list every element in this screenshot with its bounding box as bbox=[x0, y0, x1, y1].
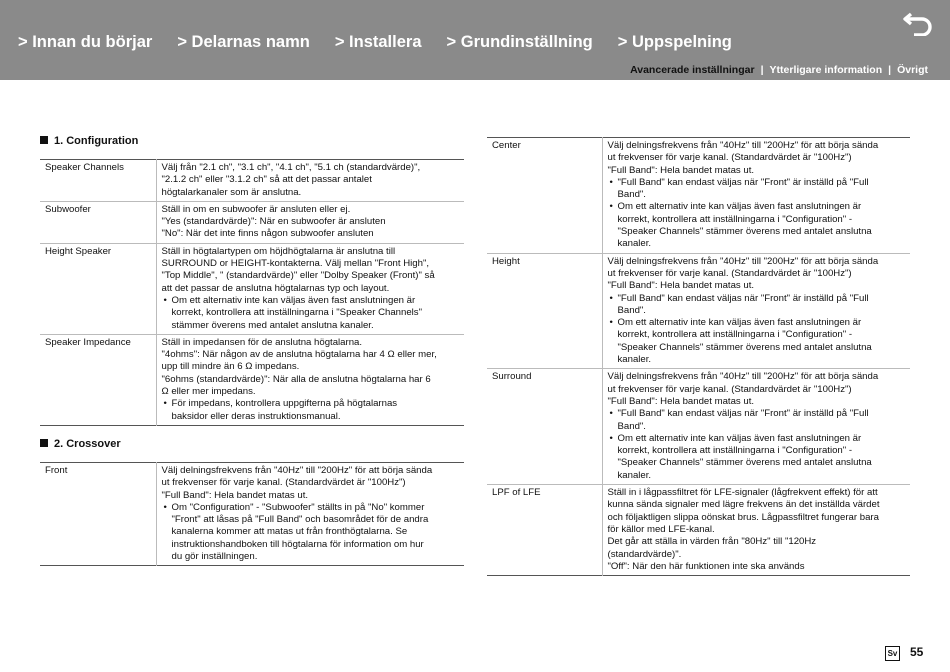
setting-label: Subwoofer bbox=[40, 201, 156, 243]
description-line: ut frekvenser för varje kanal. (Standardvärdet är "100Hz") bbox=[607, 383, 852, 395]
description-line: kunna sända signaler med lägre frekvens än det inställda värdet bbox=[607, 499, 880, 511]
description-line: "Full Band": Hela bandet matas ut. bbox=[607, 395, 755, 407]
bullet-continuation: du gör inställningen. bbox=[171, 551, 258, 563]
setting-label: LPF of LFE bbox=[487, 485, 602, 576]
description-line: för källor med LFE-kanal. bbox=[607, 523, 715, 535]
bullet-continuation: korrekt, kontrollera att inställningarna i "Speaker Channels" bbox=[171, 307, 423, 319]
bullet-continuation: Band". bbox=[617, 189, 646, 201]
square-bullet-icon bbox=[40, 136, 48, 144]
bullet-item: • Om "Configuration" - "Subwoofer" ställts in på "No" kommer bbox=[162, 502, 461, 514]
table-row bbox=[40, 243, 464, 334]
section-title-configuration: 1. Configuration bbox=[40, 135, 138, 147]
bullet-continuation: "Front" att låsas på "Full Band" och basområdet för de andra bbox=[171, 514, 429, 526]
setting-description bbox=[602, 485, 910, 576]
description-line: och följaktligen slippa oönskat brus. Lågpassfiltret fungerar bara bbox=[607, 511, 879, 523]
bullet-continuation: instruktionshandboken till högtalarna för information om hur bbox=[171, 538, 424, 550]
table-row bbox=[487, 369, 910, 485]
setting-description bbox=[602, 138, 910, 254]
description-line: "2.1.2 ch" eller "3.1.2 ch" så att det passar antalet bbox=[161, 174, 372, 186]
nav-delarnas-namn[interactable]: > Delarnas namn bbox=[177, 33, 310, 51]
sub-navigation: Avancerade inställningar | Ytterligare information | Övrigt bbox=[630, 64, 928, 76]
bullet-continuation: kanaler. bbox=[617, 469, 652, 481]
crossover-table-left bbox=[40, 462, 464, 566]
bullet-continuation: korrekt, kontrollera att inställningarna i "Configuration" - bbox=[617, 445, 853, 457]
description-line: "Full Band": Hela bandet matas ut. bbox=[607, 164, 755, 176]
setting-label: Height Speaker bbox=[40, 243, 156, 334]
section-title-crossover: 2. Crossover bbox=[40, 438, 121, 450]
description-line: Ställ in i lågpassfiltret för LFE-signaler (lågfrekvent effekt) för att bbox=[607, 487, 878, 499]
bullet-continuation: kanaler. bbox=[617, 238, 652, 250]
subnav-ytterligare-information[interactable]: Ytterligare information bbox=[769, 64, 883, 76]
setting-label: Front bbox=[40, 463, 156, 566]
bullet-continuation: korrekt, kontrollera att inställningarna i "Configuration" - bbox=[617, 329, 853, 341]
description-line: "Full Band": Hela bandet matas ut. bbox=[161, 489, 309, 501]
description-line: högtalarkanaler som är anslutna. bbox=[161, 186, 302, 198]
nav-uppspelning[interactable]: > Uppspelning bbox=[617, 33, 732, 51]
bullet-item: • "Full Band" kan endast väljas när "Front" är inställd på "Full bbox=[608, 293, 907, 305]
bullet-continuation: stämmer överens med antalet anslutna kanaler. bbox=[171, 319, 374, 331]
description-line: Ställ in högtalartypen om höjdhögtalarna är anslutna till bbox=[161, 245, 396, 257]
description-line: "Full Band": Hela bandet matas ut. bbox=[607, 280, 755, 292]
bullet-continuation: baksidor eller deras instruktionsmanual. bbox=[171, 410, 341, 422]
page-number: 55 bbox=[910, 645, 924, 659]
description-line: Välj från "2.1 ch", "3.1 ch", "4.1 ch", "5.1 ch (standardvärde)", bbox=[161, 162, 421, 173]
description-line: upp till mindre än 6 Ω impedans. bbox=[161, 361, 300, 373]
description-line: Välj delningsfrekvens från "40Hz" till "200Hz" för att börja sända bbox=[607, 140, 879, 151]
description-line: att det passar de anslutna högtalarnas typ och layout. bbox=[161, 282, 390, 294]
setting-description bbox=[156, 463, 464, 566]
bullet-item: • Om ett alternativ inte kan väljas även fast anslutningen är bbox=[608, 201, 907, 213]
setting-label: Surround bbox=[487, 369, 602, 485]
description-line: Ω eller mer impedans. bbox=[161, 386, 256, 398]
description-line: Välj delningsfrekvens från "40Hz" till "200Hz" för att börja sända bbox=[607, 371, 879, 383]
description-line: Ställ in om en subwoofer är ansluten eller ej. bbox=[161, 203, 351, 215]
description-line: SURROUND or HEIGHT-kontakterna. Välj mellan "Front High", bbox=[161, 258, 430, 270]
description-line: Välj delningsfrekvens från "40Hz" till "200Hz" för att börja sända bbox=[607, 255, 879, 267]
description-line: ut frekvenser för varje kanal. (Standardvärdet är "100Hz") bbox=[607, 152, 852, 164]
table-row bbox=[487, 138, 910, 254]
bullet-continuation: Band". bbox=[617, 304, 646, 316]
nav-innan-du-borjar[interactable]: > Innan du börjar bbox=[18, 33, 153, 51]
bullet-continuation: kanaler. bbox=[617, 354, 652, 366]
nav-installera[interactable]: > Installera bbox=[334, 33, 422, 51]
description-line: ut frekvenser för varje kanal. (Standardvärdet är "100Hz") bbox=[607, 267, 852, 279]
setting-label: Height bbox=[487, 253, 602, 369]
bullet-continuation: kanalerna kommer att matas ut från fronthögtalarna. Se bbox=[171, 526, 408, 538]
table-row bbox=[487, 253, 910, 369]
table-row bbox=[487, 485, 910, 576]
bullet-item: • "Full Band" kan endast väljas när "Front" är inställd på "Full bbox=[608, 177, 907, 189]
bullet-item: • För impedans, kontrollera uppgifterna på högtalarnas bbox=[162, 398, 461, 410]
square-bullet-icon bbox=[40, 439, 48, 447]
top-navigation-bar bbox=[0, 0, 950, 80]
description-line: Välj delningsfrekvens från "40Hz" till "200Hz" för att börja sända bbox=[161, 465, 433, 476]
configuration-table bbox=[40, 159, 464, 426]
table-row bbox=[40, 334, 464, 425]
setting-description bbox=[602, 253, 910, 369]
bullet-item: • "Full Band" kan endast väljas när "Front" är inställd på "Full bbox=[608, 408, 907, 420]
description-line: "Yes (standardvärde)": När en subwoofer är ansluten bbox=[161, 216, 386, 228]
description-line: (standardvärde)". bbox=[607, 548, 682, 560]
description-line: Det går att ställa in värden från "80Hz" till "120Hz bbox=[607, 536, 817, 548]
main-nav bbox=[18, 33, 757, 52]
bullet-continuation: korrekt, kontrollera att inställningarna i "Configuration" - bbox=[617, 213, 853, 225]
table-row bbox=[40, 160, 464, 202]
setting-description bbox=[156, 334, 464, 425]
language-badge: Sv bbox=[885, 646, 900, 661]
bullet-item: • Om ett alternativ inte kan väljas även fast anslutningen är bbox=[162, 295, 461, 307]
nav-grundinstallning[interactable]: > Grundinställning bbox=[446, 33, 593, 51]
table-row bbox=[40, 201, 464, 243]
subnav-ovrigt[interactable]: Övrigt bbox=[897, 64, 928, 76]
description-line: "4ohms": När någon av de anslutna högtalarna har 4 Ω eller mer, bbox=[161, 349, 437, 361]
bullet-continuation: "Speaker Channels" stämmer överens med antalet anslutna bbox=[617, 457, 872, 469]
description-line: ut frekvenser för varje kanal. (Standardvärdet är "100Hz") bbox=[161, 477, 406, 489]
setting-description bbox=[156, 160, 464, 202]
setting-label: Speaker Impedance bbox=[40, 334, 156, 425]
bullet-item: • Om ett alternativ inte kan väljas även fast anslutningen är bbox=[608, 433, 907, 445]
description-line: "Top Middle", " (standardvärde)" eller "Dolby Speaker (Front)" så bbox=[161, 270, 435, 282]
bullet-item: • Om ett alternativ inte kan väljas även fast anslutningen är bbox=[608, 317, 907, 329]
setting-label: Speaker Channels bbox=[40, 160, 156, 202]
bullet-continuation: Band". bbox=[617, 420, 646, 432]
subnav-avancerade-installningar[interactable]: Avancerade inställningar bbox=[630, 64, 755, 76]
description-line: Ställ in impedansen för de anslutna högtalarna. bbox=[161, 336, 363, 348]
description-line: "Off": När den här funktionen inte ska används bbox=[607, 560, 805, 572]
back-arrow-icon[interactable] bbox=[902, 8, 936, 36]
bullet-continuation: "Speaker Channels" stämmer överens med antalet anslutna bbox=[617, 226, 872, 238]
setting-description bbox=[156, 243, 464, 334]
setting-description bbox=[156, 201, 464, 243]
setting-description bbox=[602, 369, 910, 485]
crossover-table-right bbox=[487, 137, 910, 576]
setting-label: Center bbox=[487, 138, 602, 254]
table-row bbox=[40, 463, 464, 566]
bullet-continuation: "Speaker Channels" stämmer överens med antalet anslutna bbox=[617, 341, 872, 353]
description-line: "No": När det inte finns någon subwoofer ansluten bbox=[161, 228, 374, 240]
description-line: "6ohms (standardvärde)": När alla de anslutna högtalarna har 6 bbox=[161, 373, 431, 385]
